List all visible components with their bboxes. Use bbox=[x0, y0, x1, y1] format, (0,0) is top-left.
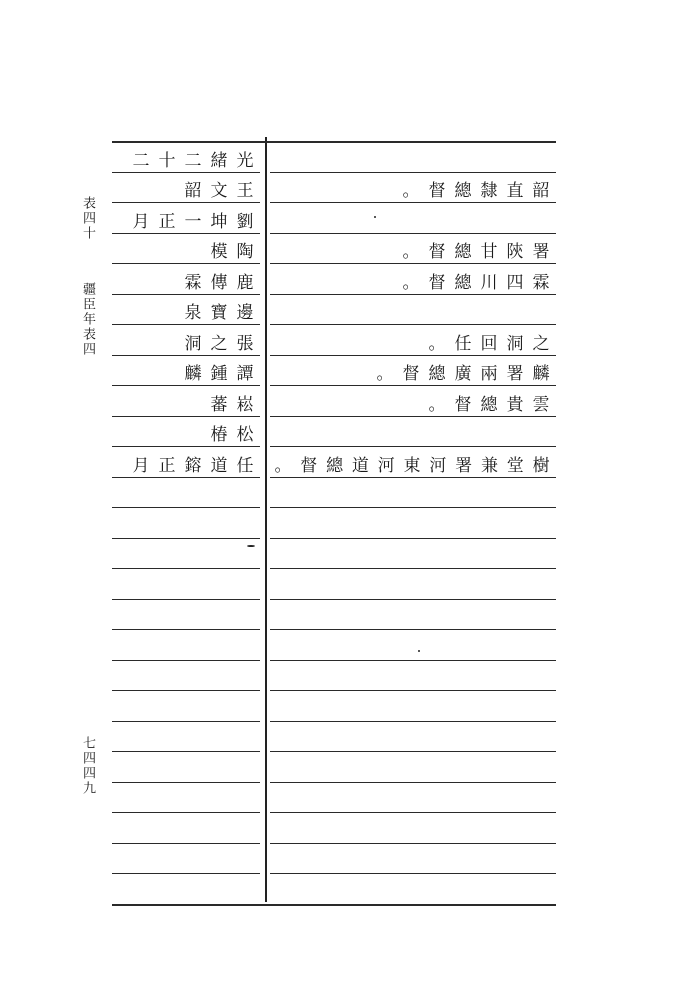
official-name-cell bbox=[112, 662, 258, 692]
appointment-note-cell bbox=[270, 509, 554, 539]
appointment-note-cell bbox=[270, 479, 554, 509]
appointment-note-cell bbox=[270, 662, 554, 692]
appointment-note-cell bbox=[270, 570, 554, 600]
official-name-cell: 松 椿 bbox=[210, 425, 254, 445]
official-name-cell: 任 道 鎔 正 月 bbox=[132, 455, 254, 476]
official-name-cell bbox=[112, 631, 258, 661]
official-name-cell bbox=[112, 875, 258, 905]
appointment-note-cell bbox=[270, 143, 554, 173]
table-bottom-rule bbox=[112, 904, 556, 906]
official-name-cell: 王 文 韶 bbox=[184, 181, 254, 201]
official-name-cell: 鹿 傳 霖 bbox=[184, 272, 254, 293]
appointment-note-cell bbox=[270, 875, 554, 905]
appointment-note-cell bbox=[270, 845, 554, 875]
official-roster-table bbox=[112, 137, 556, 907]
ink-speck bbox=[374, 216, 376, 218]
official-name-cell: 陶 模 bbox=[210, 242, 254, 262]
appointment-note-cell bbox=[270, 631, 554, 661]
appointment-note-cell: 麟 署 兩 廣 總 督 。 bbox=[376, 364, 550, 384]
appointment-note-cell bbox=[270, 723, 554, 753]
official-name-cell bbox=[112, 784, 258, 814]
section-title: 疆臣年表四 bbox=[80, 282, 95, 357]
official-name-cell: 光 緒 二 十 二 bbox=[132, 150, 254, 171]
appointment-note-cell bbox=[270, 540, 554, 570]
official-name-cell bbox=[112, 509, 258, 539]
official-name-cell bbox=[112, 540, 258, 570]
appointment-note-cell bbox=[270, 784, 554, 814]
official-name-cell bbox=[112, 723, 258, 753]
official-name-cell: 崧 蕃 bbox=[210, 394, 254, 415]
official-name-cell: 劉 坤 一 正 月 bbox=[132, 211, 254, 232]
appointment-note-cell bbox=[270, 204, 554, 234]
official-name-cell bbox=[112, 692, 258, 722]
appointment-note-cell: 雲 貴 總 督 。 bbox=[428, 394, 550, 415]
appointment-note-cell bbox=[270, 814, 554, 844]
ink-speck bbox=[418, 650, 420, 652]
official-name-cell: 邊 寶 泉 bbox=[184, 303, 254, 323]
official-name-cell bbox=[112, 479, 258, 509]
appointment-note-cell bbox=[270, 296, 554, 326]
appointment-note-cell: 霖 四 川 總 督 。 bbox=[402, 272, 550, 293]
ink-speck bbox=[247, 545, 255, 547]
page-number: 七四四九 bbox=[80, 736, 95, 796]
official-name-cell bbox=[112, 845, 258, 875]
appointment-note-cell: 韶 直 隸 總 督 。 bbox=[402, 181, 550, 201]
official-name-cell bbox=[112, 814, 258, 844]
official-name-cell: 譚 鍾 麟 bbox=[184, 364, 254, 384]
official-name-cell bbox=[112, 601, 258, 631]
appointment-note-cell bbox=[270, 418, 554, 448]
official-name-cell bbox=[112, 570, 258, 600]
appointment-note-cell: 之 洞 回 任 。 bbox=[428, 333, 550, 354]
official-name-cell: 張 之 洞 bbox=[184, 333, 254, 354]
table-title: 表四十 bbox=[80, 196, 95, 241]
column-divider bbox=[265, 137, 267, 902]
appointment-note-cell bbox=[270, 601, 554, 631]
appointment-note-cell bbox=[270, 692, 554, 722]
appointment-note-cell: 樹 堂 兼 署 河 東 河 道 總 督 。 bbox=[274, 455, 550, 476]
appointment-note-cell bbox=[270, 753, 554, 783]
official-name-cell bbox=[112, 753, 258, 783]
appointment-note-cell: 署 陝 甘 總 督 。 bbox=[402, 242, 550, 262]
